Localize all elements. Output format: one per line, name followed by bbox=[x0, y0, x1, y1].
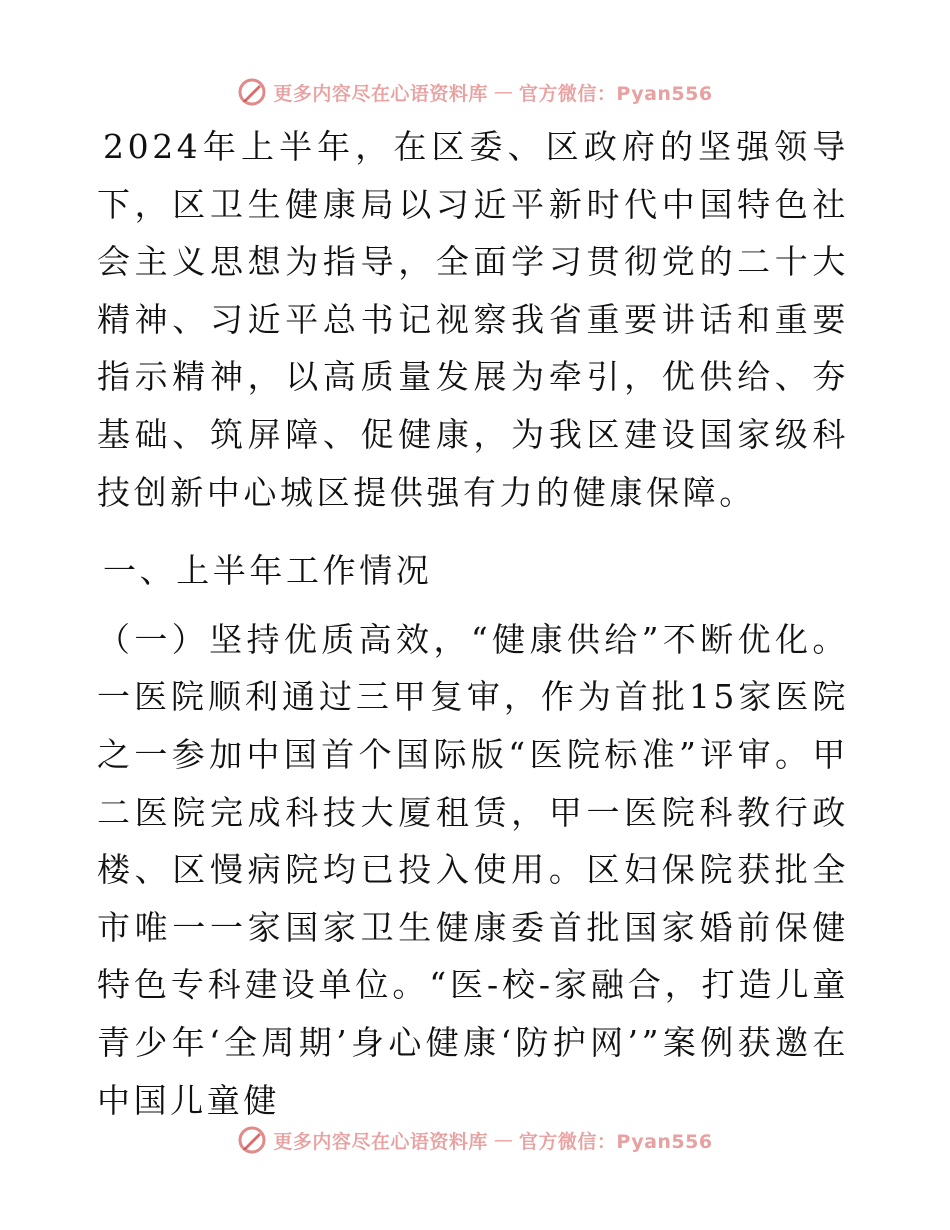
intro-paragraph: 2024年上半年，在区委、区政府的坚强领导下，区卫生健康局以习近平新时代中国特色社会主义思想为指导，全面学习贯彻党的二十大精神、习近平总书记视察我省重要讲话和重要指示精神，以高质量发展为牵引，优供给、夯基础、筑屏障、促健康，为我区建设国家级科技创新中心城区提供强有力的健康保障。 bbox=[97, 127, 849, 512]
header-watermark bbox=[0, 72, 950, 112]
watermark-separator: — bbox=[493, 1129, 513, 1151]
subsection-paragraph: （一）坚持优质高效，“健康供给”不断优化。一医院顺利通过三甲复审，作为首批15家医院之一参加中国首个国际版“医院标准”评审。甲二医院完成科技大厦租赁，甲一医院科教行政楼、区慢病院均已投入使用。区妇保院获批全市唯一一家国家卫生健康委首批国家婚前保健特色专科建设单位。“医-校-家融合，打造儿童青少年‘全周期’身心健康‘防护网’”案例获邀在中国儿童健 bbox=[97, 619, 849, 1120]
watermark-text: 更多内容尽在心语资料库 bbox=[273, 82, 488, 105]
footer-watermark bbox=[0, 1120, 950, 1160]
watermark-text: 更多内容尽在心语资料库 bbox=[273, 1130, 488, 1153]
section-heading: 一、上半年工作情况 bbox=[103, 551, 433, 591]
watermark-separator: — bbox=[493, 81, 513, 103]
watermark-wechat: 官方微信：Pyan556 bbox=[518, 1130, 713, 1153]
watermark-wechat: 官方微信：Pyan556 bbox=[518, 82, 713, 105]
pen-circle-logo-icon bbox=[237, 1125, 267, 1155]
document-body bbox=[97, 118, 849, 1129]
pen-circle-logo-icon bbox=[237, 77, 267, 107]
